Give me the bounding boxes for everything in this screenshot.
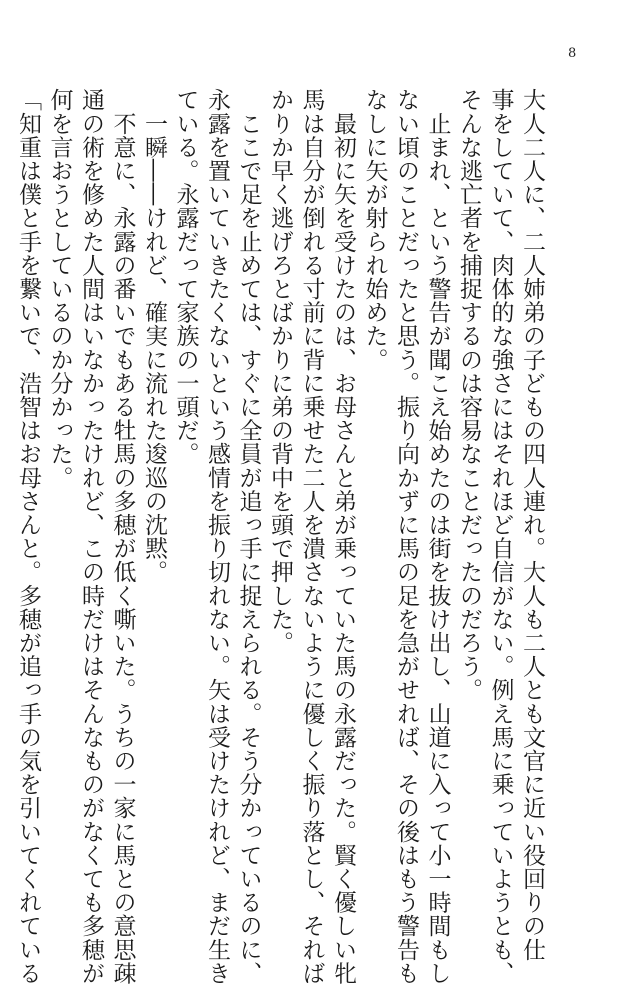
page-number: 8	[568, 46, 577, 61]
text-line: かりか早く逃げろとばかりに弟の背中を頭で押した。	[267, 88, 293, 655]
text-line: そんな逃亡者を捕捉するのは容易なことだったのだろう。	[456, 88, 482, 702]
text-line: 何を言おうとしているのか分かった。	[46, 88, 73, 490]
text-line: 通の術を修めた人間はいなかったけれど、この時だけはそんなものがなくても多穂が	[78, 88, 104, 985]
text-line: 馬は自分が倒れる寸前に背に乗せた二人を潰さないように優しく振り落とし、それば	[298, 88, 325, 985]
text-line: 不意に、永露の番いでもある牡馬の多穂が低く嘶いた。うちの一家に馬との意思疎	[109, 88, 136, 985]
body-text	[15, 88, 547, 985]
text-line: 事をしていて、肉体的な強さにはそれほど自信がない。例え馬に乗っていようとも、	[487, 88, 514, 985]
text-line: ない頃のことだったと思う。振り向かずに馬の足を急がせれば、その後はもう警告も	[393, 88, 419, 985]
text-line: 大人二人に、二人姉弟の子どもの四人連れ。大人も二人とも文官に近い役回りの仕	[519, 88, 545, 962]
text-line: 一瞬――けれど、確実に流れた逡巡の沈黙。	[141, 88, 167, 584]
text-line: なしに矢が射られ始めた。	[361, 88, 388, 372]
text-line: ここで足を止めては、すぐに全員が追っ手に捉えられる。そう分かっているのに、	[235, 88, 262, 985]
text-line: 止まれ、という警告が聞こえ始めたのは街を抜け出し、山道に入って小一時間もし	[424, 88, 451, 985]
text-line: 「知重は僕と手を繋いで、浩智はお母さんと。多穂が追っ手の気を引いてくれている	[15, 88, 41, 985]
text-line: 最初に矢を受けたのは、お母さんと弟が乗っていた馬の永露だった。賢く優しい牝	[330, 88, 356, 985]
text-line: ている。永露だって家族の一頭だ。	[172, 88, 199, 466]
text-line: 永露を置いていきたくないという感情を振り切れない。矢は受けたけれど、まだ生き	[204, 88, 230, 985]
